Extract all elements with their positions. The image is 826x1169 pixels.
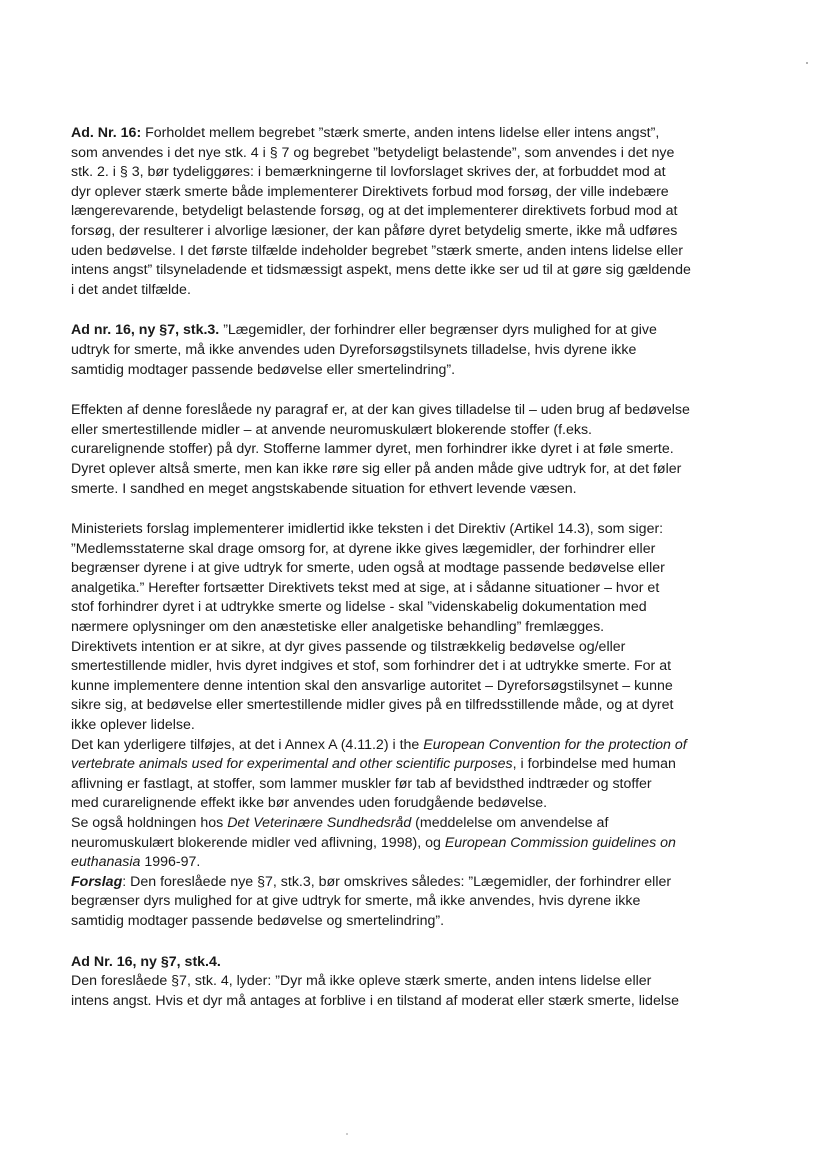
text-line: Effekten af denne foreslåede ny paragraf er, at der kan gives tilladelse til – uden brug af bedøvelse [71,402,690,419]
text-line: ”Medlemsstaterne skal drage omsorg for, at dyrene ikke gives lægemidler, der forhindrer eller [71,540,656,557]
text-line: samtidig modtager passende bedøvelse og smertelindring”. [71,912,445,929]
text-line [71,124,761,144]
text-line: analgetika.” Herefter fortsætter Direktivets tekst med at sige, at i sådanne situationer – hvor et [71,579,660,596]
paragraph-heading: Ad. Nr. 16: [71,125,142,141]
proposal-label: Forslag [71,873,123,890]
scan-speck [806,62,808,64]
paragraph-heading: Ad Nr. 16, ny §7, stk.4. [71,953,221,970]
text-span: Se også holdningen hos [71,815,228,831]
text-span: (meddelelse om anvendelse af [411,815,609,831]
paragraph-heading: Ad nr. 16, ny §7, stk.3. [71,322,220,339]
text-line [71,814,761,834]
text-line: intens angst” tilsyneladende et tidsmæssigt aspekt, mens dette ikke ser ud til at gøre sig gældende [71,262,691,279]
text-line: begrænser dyrs mulighed for at give udtryk for smerte, må ikke anvendes, hvis dyrene ikke [71,893,641,910]
text-line: Direktivets intention er at sikre, at dyr gives passende og tilstrækkelig bedøvelse og/eller [71,638,626,655]
text-span: ”Lægemidler, der forhindrer eller begrænser dyrs mulighed for at give [219,322,657,339]
text-line: Ministeriets forslag implementerer imidlertid ikke teksten i det Direktiv (Artikel 14.3), som siger: [71,521,664,538]
text-line: stk. 2. i § 3, bør tydeliggøres: i bemærkningerne til lovforslaget skrives der, at forbuddet mod at [71,164,666,181]
source-title: euthanasia [71,854,141,871]
convention-title: vertebrate animals used for experimental and other scientific purposes [71,756,513,773]
text-line: intens angst. Hvis et dyr må antages at forblive i en tilstand af moderat eller stærk smerte, lidelse [71,992,679,1009]
text-line: Dyret oplever altså smerte, men kan ikke røre sig eller på anden måde give udtryk for, at det føler [71,460,682,477]
text-line: som anvendes i det nye stk. 4 i § 7 og begrebet ”betydeligt belastende”, som anvendes i det nye [71,144,675,161]
text-line: Den foreslåede §7, stk. 4, lyder: ”Dyr må ikke opleve stærk smerte, anden intens lidelse eller [71,973,652,990]
paragraph-effekten [71,401,761,499]
text-line: længerevarende, betydeligt belastende forsøg, og at det implementerer direktivets forbud mod at [71,203,678,220]
text-span: Det kan yderligere tilføjes, at det i Annex A (4.11.2) i the [71,736,424,753]
text-span: 1996-97. [140,854,201,871]
paragraph-stk3 [71,321,761,380]
text-line: sikre sig, at bedøvelse eller smertestillende midler gives på en tilfredsstillende måde, og at dyret [71,697,674,714]
text-line: nærmere oplysninger om den anæstetiske eller analgetiske behandling” fremlægges. [71,619,605,636]
text-span: , i forbindelse med human [512,756,676,773]
paragraph-ministeriets-forslag [71,520,761,931]
text-span: : Den foreslåede nye §7, stk.3, bør omskrives således: ”Lægemidler, der forhindrer eller [122,873,672,890]
text-line: uden bedøvelse. I det første tilfælde indeholder begrebet ”stærk smerte, anden intens lidelse eller [71,242,683,259]
text-line [71,321,761,341]
text-line: ikke oplever lidelse. [71,717,195,734]
paragraph-ad-nr-16 [71,124,761,300]
text-line [71,853,761,873]
source-title: European Commission guidelines on [444,834,676,851]
paragraph-stk4 [71,953,761,1012]
source-title: Det Veterinære Sundhedsråd [227,815,412,831]
text-span: Forholdet mellem begrebet ”stærk smerte, anden intens lidelse eller intens angst”, [141,125,660,141]
text-line: i det andet tilfælde. [71,281,191,298]
text-line: eller smertestillende midler – at anvende neuromuskulært blokerende stoffer (f.eks. [71,421,592,438]
text-line: dyr oplever stærk smerte både implementerer Direktivets forbud mod forsøg, der ville indebære [71,183,669,200]
text-line: udtryk for smerte, må ikke anvendes uden Dyreforsøgstilsynets tilladelse, hvis dyrene ikke [71,341,637,358]
text-line [71,755,761,775]
document-page [71,124,761,1032]
text-line: kunne implementere denne intention skal den ansvarlige autoritet – Dyreforsøgstilsynet – kunne [71,677,673,694]
text-line: stof forhindrer dyret i at udtrykke smerte og lidelse - skal ”videnskabelig dokumentation med [71,599,647,616]
text-line: begrænser dyrene i at give udtryk for smerte, uden også at modtage passende bedøvelse eller [71,560,665,577]
text-line: curarelignende stoffer) på dyr. Stofferne lammer dyret, men forhindrer ikke dyret i at føle smerte. [71,441,674,458]
text-line: aflivning er fastlagt, at stoffer, som lammer muskler før tab af bevidsthed indtræder og stoffer [71,775,652,792]
text-line: smertestillende midler, hvis dyret indgives et stof, som forhindrer det i at udtrykke smerte. For at [71,658,672,675]
text-line: med curarelignende effekt ikke bør anvendes uden forudgående bedøvelse. [71,795,548,812]
text-line [71,834,761,854]
scan-speck [346,1133,348,1135]
text-line: samtidig modtager passende bedøvelse eller smertelindring”. [71,361,456,378]
text-span: neuromuskulært blokerende midler ved aflivning, 1998), og [71,834,445,851]
convention-title: European Convention for the protection of [423,736,687,753]
text-line [71,736,761,756]
text-line: smerte. I sandhed en meget angstskabende situation for ethvert levende væsen. [71,480,577,497]
text-line: forsøg, der resulterer i alvorlige læsioner, der kan påføre dyret betydelig smerte, ikke må udføres [71,222,678,239]
text-line [71,873,761,893]
